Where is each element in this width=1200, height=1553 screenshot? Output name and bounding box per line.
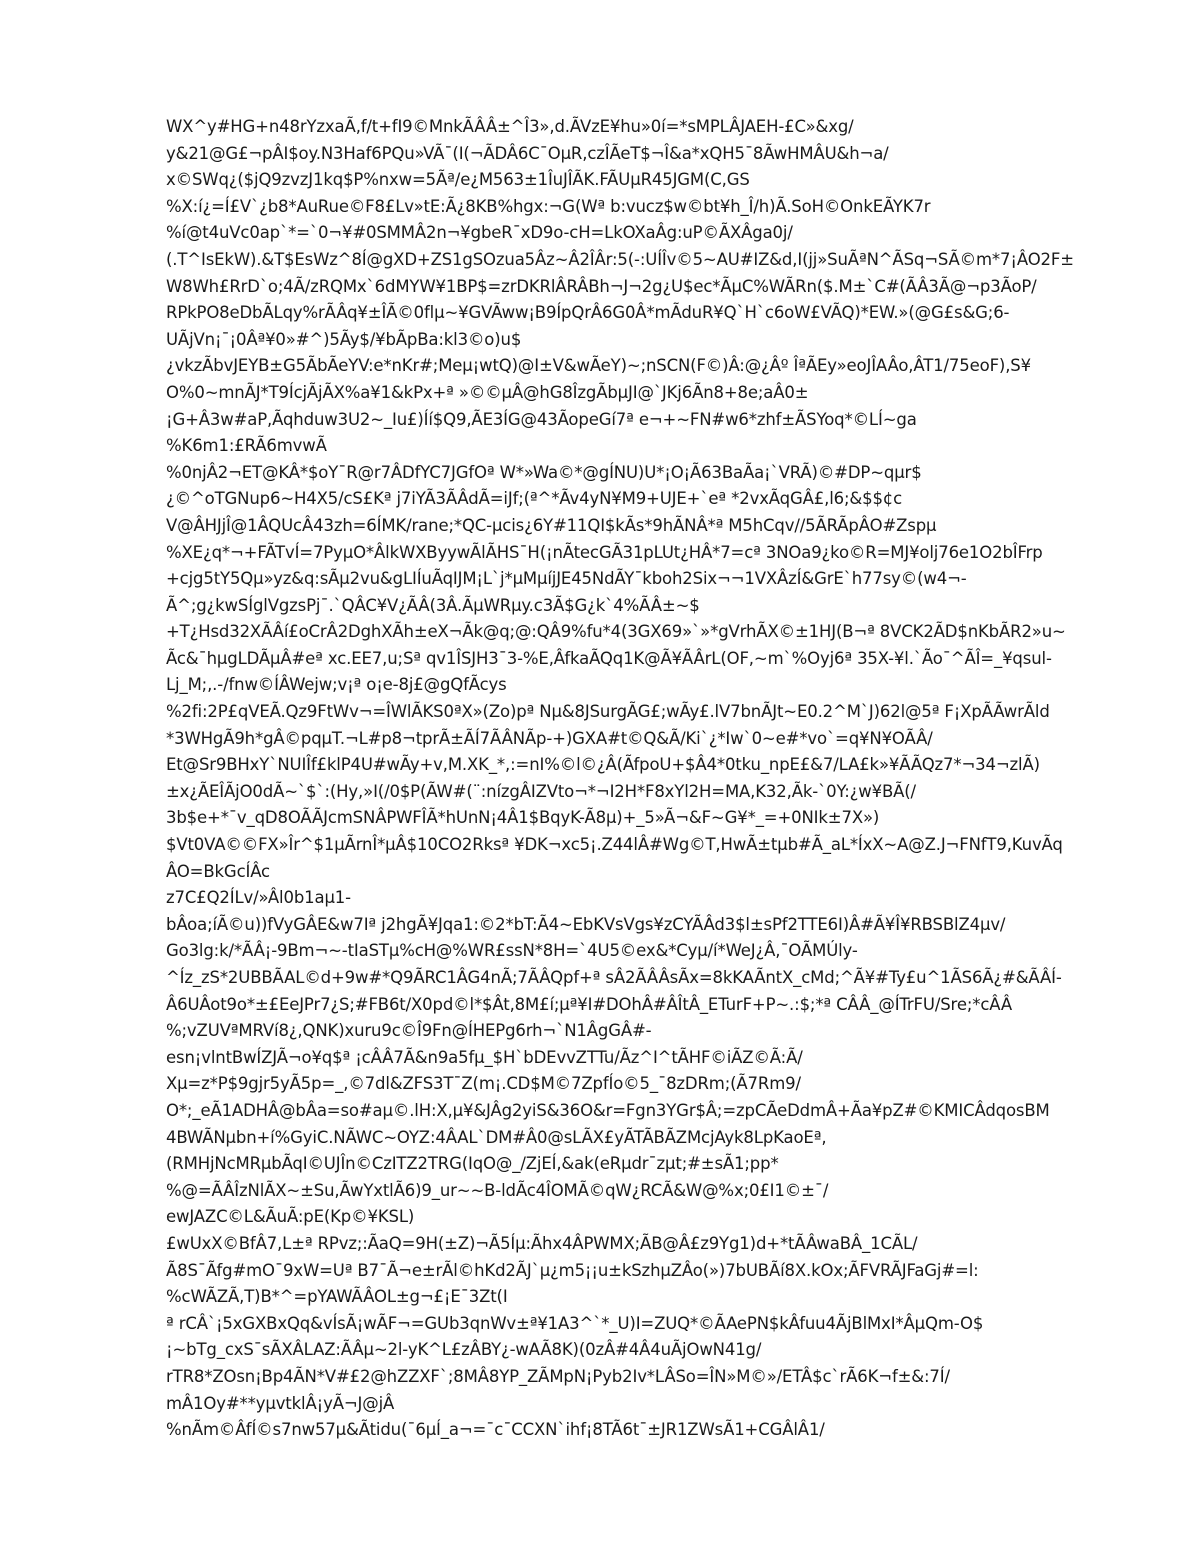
text-line: ¿©^oTGNup6~H4X5/cS£Kª j7iYÃ3ÃÂdÃ=iJf;(ª^*Ãv4yN¥M9+UJE+`eª *2vxÃqGÂ£,l6;&$$¢c: [166, 489, 903, 509]
text-line: %cWÃZÃ,T)B*^=pYAWÃÂOL±g¬£¡E¯3Zt(I: [166, 1287, 508, 1307]
text-line: Xµ=z*P$9gjr5yÃ5p=_,©7dl&ZFS3T¯Z(m¡.CD$M©7ZpfÍo©5_¯8zDRm;(Ã7Rm9/: [166, 1074, 801, 1094]
text-line: ÂO=BkGcÍÂc: [166, 861, 270, 881]
text-line: O*;_eÃ1ADHÂ@bÂa=so#aµ©.lH:X,µ¥&JÂg2yiS&36O&r=Fgn3YGr$Â;=zpCÃeDdmÂ+Ãa¥pZ#©KMICÂdqosBM: [166, 1100, 1050, 1120]
text-line: ±x¿ÃEÎÃjO0dÃ~`$`:(Hy,»I(/0$P(ÃW#(¨:nízgÂIZVto¬*¬I2H*F8xYl2H=MA,K32,Ãk-`0Y:¿w¥BÃ(/: [166, 781, 916, 801]
text-line: z7C£Q2ÍLv/»Âl0b1aµ1-: [166, 888, 351, 908]
text-line: mÂ1Oy#**yµvtklÂ¡yÃ¬J@jÂ: [166, 1393, 395, 1413]
text-line: 3b$e+*¯v_qD8OÃÃJcmSNÂPWFÎÃ*hUnN¡4Â1$BqyK-Ã8µ)+_5»Ã¬&F~G¥*_=+0NIk±7X»): [166, 808, 880, 828]
text-line: ¡~bTg_cxS¯sÃXÂLAZ:ÃÂµ~2l-yK^L£zÂBY¿-wAÃ8K)(0zÂ#4Â4uÃjOwN41g/: [166, 1340, 762, 1360]
text-line: ª rCÂ`¡5xGXBxQq&vÍsÃ¡wÃF¬=GUb3qnWv±ª¥1A3^`*_U)I=ZUQ*©ÃAePN$kÂfuu4ÃjBlMxI*ÂµQm-O$: [166, 1313, 984, 1333]
text-line: Lj_M;,.-/fnw©ÍÂWejw;v¡ª o¡e-8j£@gQfÃcys: [166, 675, 507, 695]
text-line: Ãc&¯hµgLDÃµÂ#eª xc.EE7,u;Sª qv1ÎSJH3¯3-%E,ÂfkaÃQq1K@Ã¥ÃÂrL(OF,~m`%Oyj6ª 35X-¥l.`Ão¯^ÃÎ=_¥qsul-: [166, 648, 1052, 668]
text-line: V@ÂHJjÎ@1ÂQUcÂ43zh=6ÍMK/rane;*QC-µcis¿6Y#11QI$kÃs*9hÃNÂ*ª M5hCqv//5ÃRÃpÂO#Zspµ: [166, 515, 937, 535]
text-line: y&21@G£¬pÂI$oy.N3Haf6PQu»VÃ¯(I(¬ÃDÂ6C¯OµR,czÎÃeT$¬Î&a*xQH5¯8ÃwHMÂU&h¬a/: [166, 143, 889, 163]
text-line: (.T^IsEkW).&T$EsWz^8Í@gXD+ZS1gSOzua5Âz~Â2ÎÂr:5(-:UÍÎv©5~AU#IZ&d,I(jj»SuÃªN^ÃSq¬SÃ©m*7¡ÂO2F±: [166, 249, 1074, 269]
text-line: %2fi:2P£qVEÃ.Qz9FtWv¬=ÎWlÃKS0ªX»(Zo)pª Nµ&8JSurgÃG£;wÃy£.lV7bnÃJt~E0.2^M`J)62l@5ª F¡XpÃÃwrÃld: [166, 702, 1050, 722]
text-line: %K6m1:£RÃ6mvwÃ: [166, 436, 327, 456]
text-line: %í@t4uVc0ap`*=`0¬¥#0SMMÂ2n¬¥gbeR¯xD9o-cH=LkOXaÂg:uP©ÃXÂga0j/: [166, 223, 793, 243]
text-line: Et@Sr9BHxY`NUIÎf£klP4U#wÃy+v,M.XK_*,:=nI%©l©¿Â(ÃfpoU+$Â4*0tku_npE£&7/LA£k»¥ÃÃQz7*¬34¬zlÃ): [166, 755, 1040, 775]
text-line: Go3lg:k/*ÃÂ¡-9Bm¬~-tIaSTµ%cH@%WR£ssN*8H=`4U5©ex&*Cyµ/í*WeJ¿Â,¯OÃMÚly-: [166, 941, 858, 961]
text-line: Â6UÂot9o*±£EeJPr7¿S;#FB6t/X0pd©l*$Ât,8M£í;µª¥I#DOhÂ#ÂÎtÂ_ETurF+P~.:$;*ª CÂÂ_@ÍTrFU/Sre;*cÂÂ: [166, 994, 1012, 1014]
text-line: 4BWÃNµbn+í%GyiC.NÃWC~OYZ:4ÂAL`DM#Â0@sLÃX£yÃTÃBÃZMcjAyk8LpKaoEª,: [166, 1127, 827, 1147]
text-line: £wUxX©BfÂ7,L±ª RPvz;:ÃaQ=9H(±Z)¬Ã5Íµ:Ãhx4ÂPWMX;ÃB@Â£z9Yg1)d+*tÃÂwaBÂ_1CÃL/: [166, 1233, 918, 1253]
text-line: ¡G+Â3w#aP,Ãqhduw3U2~_Iu£)Íí$Q9,ÃE3ÍG@43ÃopeGí7ª e¬+~FN#w6*zhf±ÃSYoq*©LÍ~ga: [166, 409, 917, 429]
text-line: Ã^;g¿kwSÍglVgzsPj¯.`QÂC¥V¿ÃÂ(3Â.ÃµWRµy.c3Ã$G¿k`4%ÃÂ±~$: [166, 595, 700, 615]
text-line: +cjg5tY5Qµ»yz&q:sÃµ2vu&gLIÍuÃqIJM¡L`j*µMµíjJE45NdÃY¯kboh2Six¬¬1VXÂzÍ&GrE`h77sy©(w4¬-: [166, 569, 967, 589]
text-line: ¿vkzÃbvJEYB±G5ÃbÃeYV:e*nKr#;Meµ¡wtQ)@I±V&wÃeY)~;nSCN(F©)Â:@¿Âº ÎªÃEy»eoJÎAÂo,ÂT1/75eoF),S¥: [166, 356, 1031, 376]
text-line: RPkPO8eDbÃLqy%rÃÂq¥±ÎÃ©0flµ~¥GVÃww¡B9ÍpQrÂ6G0Â*mÃduR¥Q`H`c6oW£VÃQ)*EW.»(@G£s&G;6-: [166, 303, 1010, 323]
text-line: Ã8S¯Ãfg#mO¯9xW=Uª B7¯Ã¬e±rÃl©hKd2ÃJ`µ¿m5¡¡u±kSzhµZÂo(»)7bUBÃí8X.kOx;ÃFVRÃJFaGj#=l:: [166, 1260, 979, 1280]
text-line: x©SWq¿($jQ9zvzJ1kq$P%nxw=5Ãª/e¿M563±1ÎuJÎÃK.FÃUµR45JGM(C,GS: [166, 170, 750, 190]
text-line: (RMHjNcMRµbÃqI©UJÎn©CzITZ2TRG(IqO@_/ZjEÍ,&ak(eRµdr¯zµt;#±sÃ1;pp*: [166, 1154, 779, 1174]
text-line: %nÃm©ÂfÍ©s7nw57µ&Ãtidu(¯6µÍ_a¬=¯c¯CCXN`ihf¡8TÃ6t¯±JR1ZWsÃ1+CGÂlÂ1/: [166, 1420, 825, 1440]
text-line: rTR8*ZOsn¡Bp4ÃN*V#£2@hZZXF`;8MÂ8YP_ZÃMpN¡Pyb2Iv*LÂSo=ÎN»M©»/ETÂ$c`rÃ6K¬f±&:7Í/: [166, 1366, 950, 1386]
text-line: %;vZUVªMRVí8¿,QNK)xuru9c©Î9Fn@ÍHEPg6rh¬`N1ÂgGÂ#-: [166, 1021, 652, 1041]
text-line: W8Wh£RrD`o;4Ã/zRQMx`6dMYW¥1BP$=zrDKRlÂRÂBh¬J¬2g¿U$ec*ÃµC%WÃRn($.M±`C#(ÃÂ3Ã@¬p3ÃoP/: [166, 276, 1037, 296]
text-line: bÂoa;íÃ©u))fVyGÂE&w7Iª j2hgÃ¥Jqa1:©2*bT:Ã4~EbKVsVgs¥zCYÃÂd3$l±sPf2TTE6I)Â#Ã¥Î¥RBSBlZ4µv/: [166, 914, 1006, 934]
text-line: ^Íz_zS*2UBBÃAL©d+9w#*Q9ÃRC1ÂG4nÃ;7ÃÂQpf+ª sÂ2ÃÂÂsÃx=8kKAÃntX_cMd;^Ã¥#Ty£u^1ÃS6Ã¿#&ÃÂÍ-: [166, 968, 1062, 987]
text-line: UÃjVn¡¯¡0Âª¥0»#^)5Ãy$/¥bÃpBa:kl3©o)u$: [166, 329, 522, 349]
text-line: %0njÂ2¬ET@KÂ*$oY¯R@r7ÂDfYC7JGfOª W*»Wa©*@gÍNU)U*¡O¡Ã63BaÃa¡`VRÃ)©#DP~qµr$: [166, 462, 922, 482]
text-line: ewJAZC©L&ÃuÃ:pE(Kp©¥KSL): [166, 1207, 415, 1227]
text-line: esn¡vlntBwÍZJÃ¬o¥q$ª ¡cÂÂ7Ã&n9a5fµ_$H`bDEvvZTTu/Ãz^I^tÃHF©iÃZ©Ã:Ã/: [166, 1047, 803, 1067]
text-line: +T¿Hsd32XÃÂí£oCrÂ2DghXÃh±eX¬Ãk@q;@:QÂ9%fu*4(3GX69»`»*gVrhÃX©±1HJ(B¬ª 8VCK2ÃD$nKbÃR2»u~: [166, 622, 1066, 642]
text-line: %X:í¿=Í£V`¿b8*AuRue©F8£Lv»tE:Ã¿8KB%hgx:¬G(Wª b:vucz$w©bt¥h_Î/h)Ã.SoH©OnkEÃYK7r: [166, 196, 931, 216]
text-line: WX^y#HG+n48rYzxaÃ‚f/t+fI9©MnkÃÂÂ±^Î3»,d.ÃVzE¥hu»0í=*sMPLÂJAEH-£C»&xg/: [166, 117, 854, 136]
text-line: %@=ÃÂÎzNlÃX~±Su,ÃwYxtlÃ6)9_ur~~B-ldÃc4ÎOMÃ©qW¿RCÃ&W@%x;0£I1©±¯/: [166, 1180, 829, 1200]
document-body: [166, 114, 1126, 1444]
text-line: %XE¿q*¬+FÃTvÍ=7PyµO*ÂlkWXByywÃlÃHS¯H(¡nÃtecGÃ31pLUt¿HÂ*7=cª 3NOa9¿ko©R=MJ¥olj76e1O2bÎFrp: [166, 542, 1043, 562]
text-line: *3WHgÃ9h*gÂ©pqµT.¬L#p8¬tprÃ±ÃÍ7ÃÂNÃp-+)GXA#t©Q&Ã/Ki`¿*Iw`0~e#*vo`=q¥N¥OÃÂ/: [166, 728, 933, 748]
text-line: O%0~mnÃJ*T9ÍcjÃjÃX%a¥1&kPx+ª »©©µÂ@hG8ÎzgÃbµJI@`JKj6Ãn8+8e;aÂ0±: [166, 382, 809, 402]
text-line: $Vt0VA©©FX»Îr^$1µÃrnÎ*µÂ$10CO2Rksª ¥DK¬xc5¡.Z44lÂ#Wg©T,HwÃ±tµb#Ã_aL*ÍxX~A@Z.J¬FNfT9,KuvÃq: [166, 835, 1063, 855]
